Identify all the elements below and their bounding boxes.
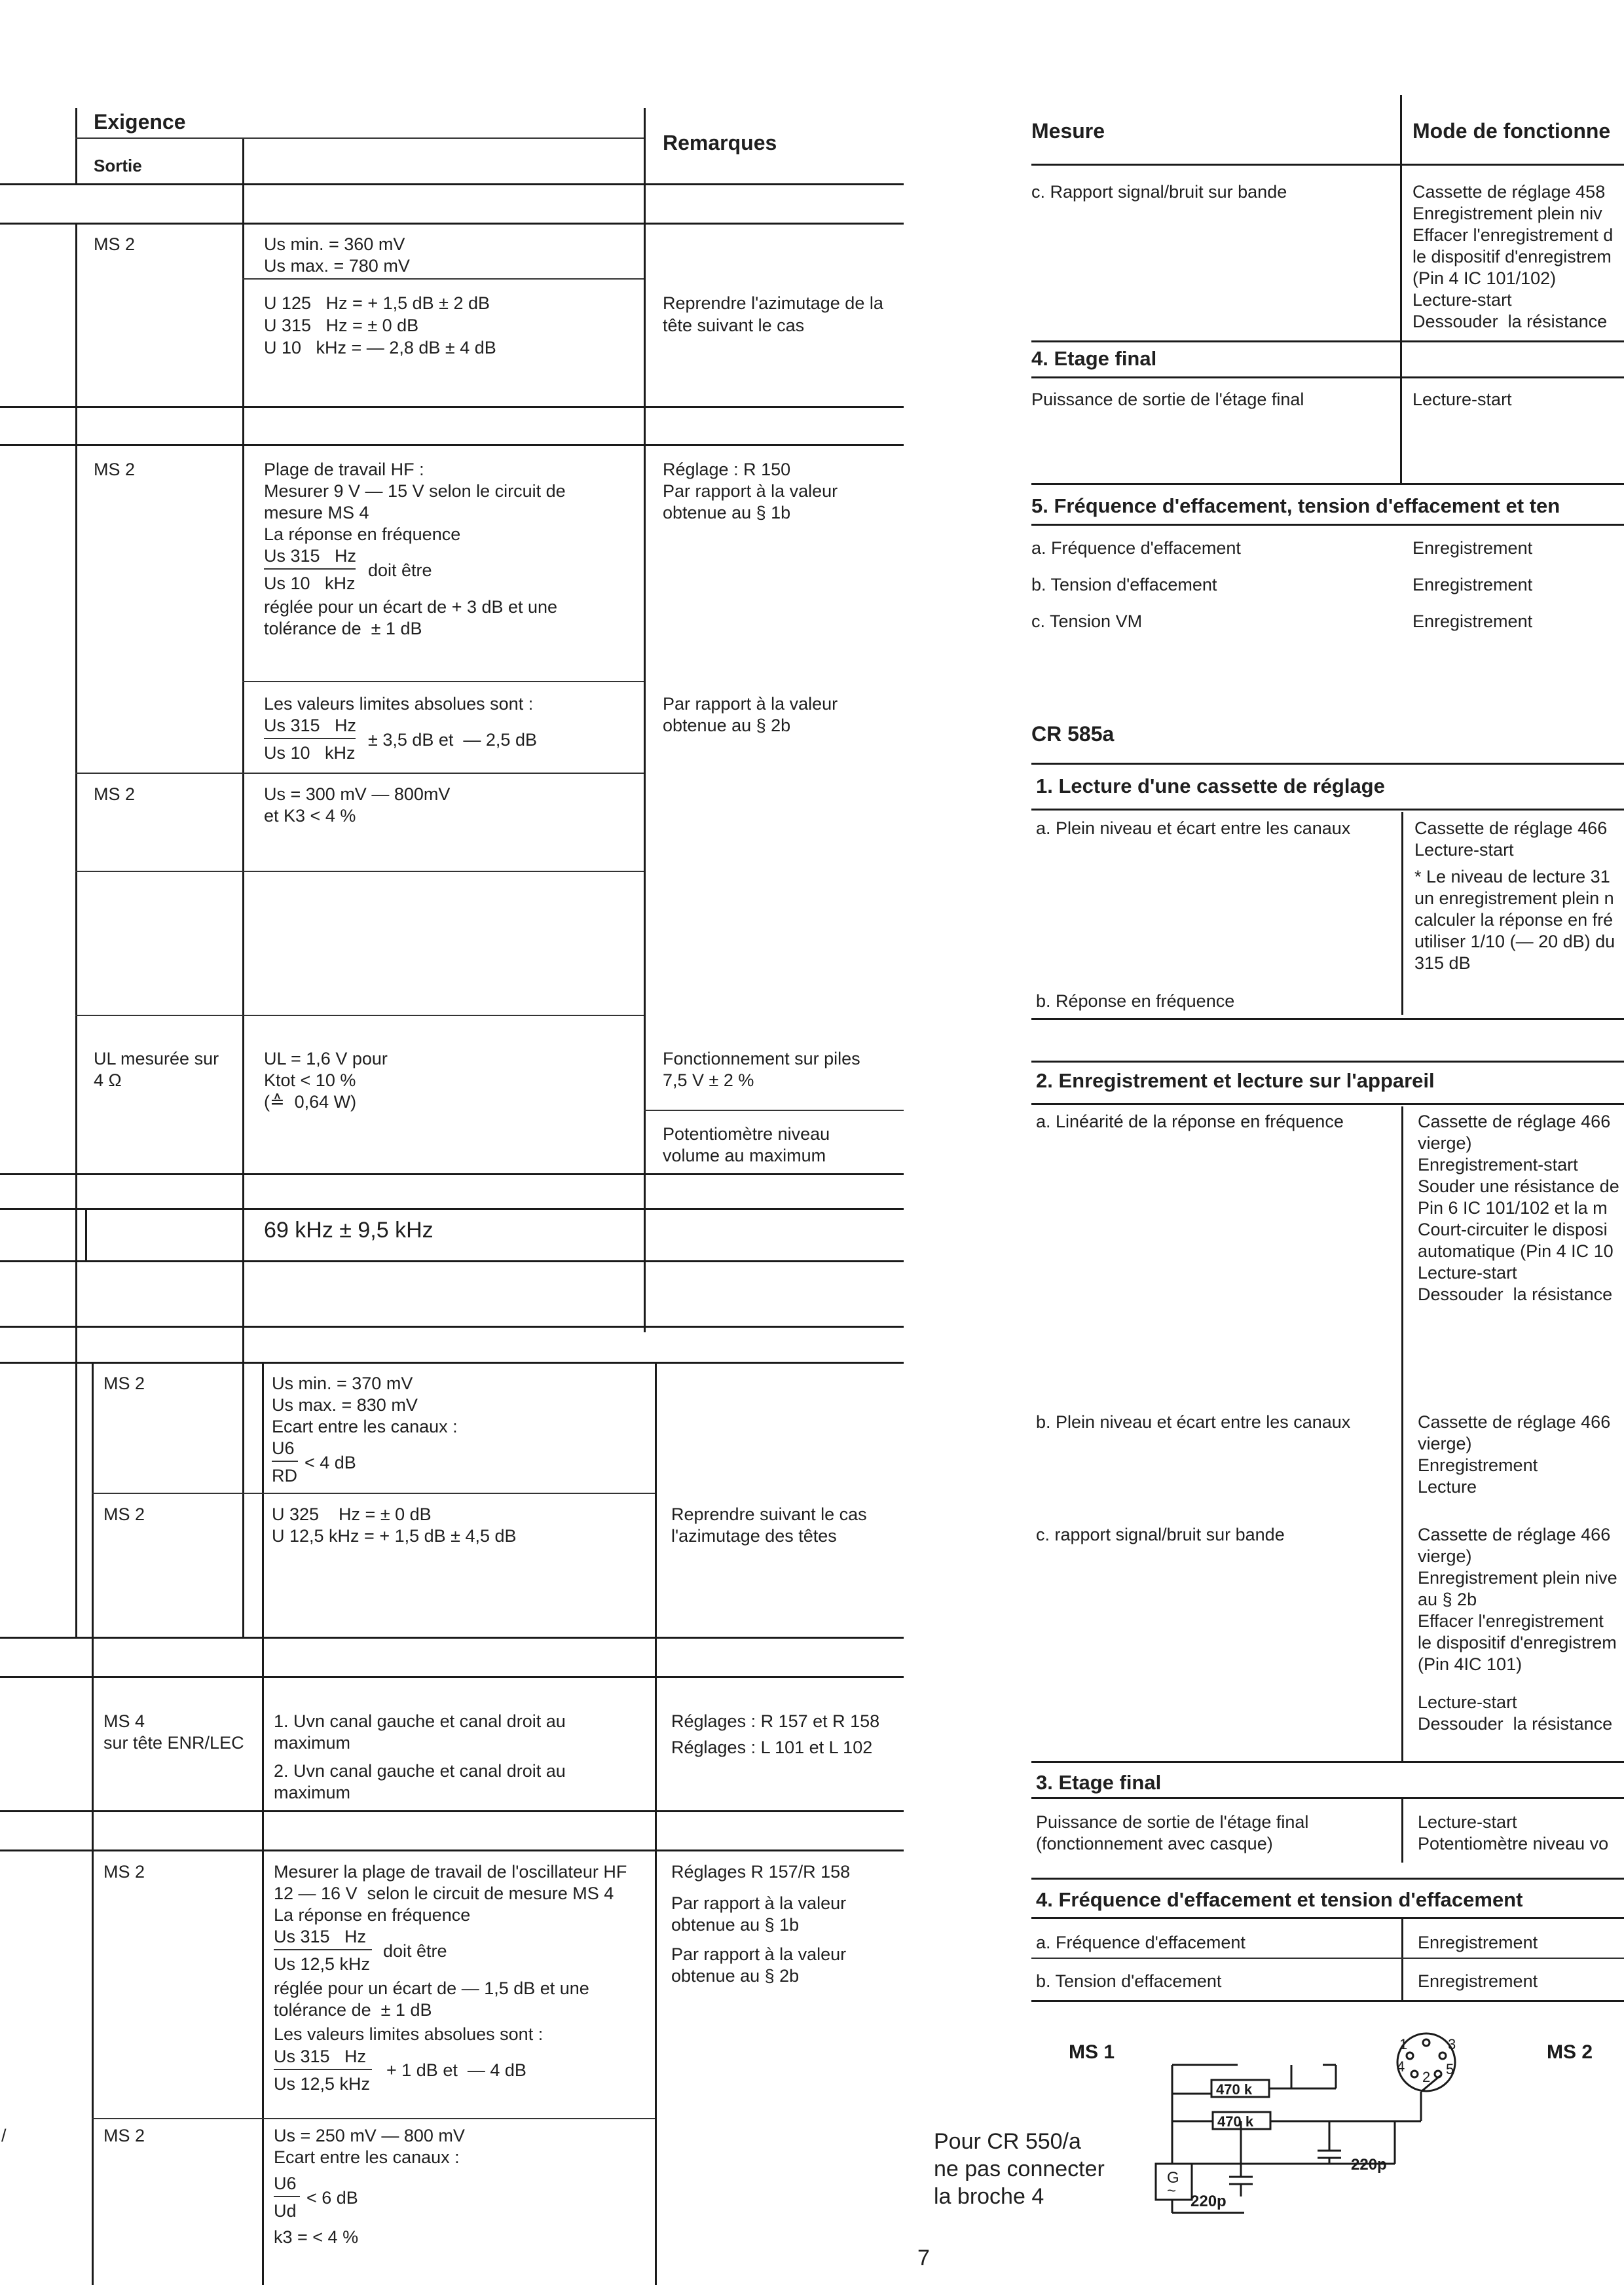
table-rule <box>1031 1797 1624 1799</box>
table-divider <box>75 108 77 183</box>
generator-tilde: ~ <box>1167 2182 1177 2200</box>
table-rule <box>0 1326 904 1328</box>
measure-label: c. rapport signal/bruit sur bande <box>1036 1525 1285 1544</box>
mode-line: Enregistrement <box>1412 538 1533 558</box>
section-title: 5. Fréquence d'effacement, tension d'effacement et ten <box>1031 494 1560 517</box>
table-rule <box>1031 1103 1624 1105</box>
remark-line: obtenue au § 1b <box>663 503 791 522</box>
fraction-top: U6 <box>272 1438 295 1458</box>
requirement-line: U 10 kHz = — 2,8 dB ± 4 dB <box>264 338 496 357</box>
requirement-line: maximum <box>274 1733 351 1753</box>
measure-label: c. Rapport signal/bruit sur bande <box>1031 182 1287 202</box>
section-title: 3. Etage final <box>1036 1771 1162 1794</box>
table-rule <box>75 1015 644 1016</box>
requirement-line: réglée pour un écart de — 1,5 dB et une <box>274 1978 589 1998</box>
mode-line: Enregistrement <box>1412 575 1533 594</box>
measure-label: a. Plein niveau et écart entre les canaux <box>1036 818 1351 838</box>
mode-line: (Pin 4IC 101) <box>1418 1654 1522 1674</box>
measure-label: Puissance de sortie de l'étage final <box>1036 1812 1309 1832</box>
requirement-line: et K3 < 4 % <box>264 806 356 826</box>
requirement-line: Us min. = 360 mV <box>264 234 405 254</box>
measure-label: (fonctionnement avec casque) <box>1036 1834 1273 1853</box>
sortie-cell: MS 2 <box>94 234 136 254</box>
fraction-bar <box>274 2196 300 2197</box>
mode-line: Enregistrement <box>1418 1933 1538 1952</box>
mode-line: Lecture-start <box>1418 1812 1517 1832</box>
section-title: 4. Etage final <box>1031 347 1157 370</box>
sortie-cell: MS 4 <box>103 1711 145 1731</box>
requirement-line: Mesurer la plage de travail de l'oscillateur HF <box>274 1862 627 1882</box>
requirement-line: La réponse en fréquence <box>274 1905 471 1925</box>
requirement-line: Ecart entre les canaux : <box>274 2147 460 2167</box>
table-rule <box>0 1173 904 1175</box>
measure-label: b. Tension d'effacement <box>1031 575 1217 594</box>
table-rule <box>1031 809 1624 811</box>
remark-line: Réglages : R 157 et R 158 <box>671 1711 880 1731</box>
section-title: 4. Fréquence d'effacement et tension d'effacement <box>1036 1888 1523 1911</box>
mode-line: Potentiomètre niveau vo <box>1418 1834 1609 1853</box>
measure-label: b. Réponse en fréquence <box>1036 991 1235 1011</box>
table-rule <box>1031 1761 1624 1763</box>
table-rule <box>1031 524 1624 526</box>
resistor-label: 470 k <box>1216 2081 1253 2098</box>
table-rule <box>75 773 644 774</box>
table-rule <box>0 406 904 408</box>
requirement-line: U 125 Hz = + 1,5 dB ± 2 dB <box>264 293 490 313</box>
mode-line: un enregistrement plein n <box>1414 888 1614 908</box>
requirement-line: 1. Uvn canal gauche et canal droit au <box>274 1711 566 1731</box>
column-header-mesure: Mesure <box>1031 119 1105 143</box>
mode-line: Enregistrement <box>1418 1455 1538 1475</box>
requirement-line: tolérance de ± 1 dB <box>264 619 422 638</box>
table-rule <box>75 137 644 139</box>
column-header-remarques: Remarques <box>663 131 777 155</box>
mode-line: Lecture-start <box>1412 390 1512 409</box>
table-divider <box>1401 1918 1403 2000</box>
mode-line: vierge) <box>1418 1133 1472 1153</box>
mode-line: Cassette de réglage 466 <box>1418 1112 1611 1131</box>
table-rule <box>0 1637 904 1639</box>
requirement-line: Les valeurs limites absolues sont : <box>274 2024 544 2044</box>
sortie-cell: MS 2 <box>94 460 136 479</box>
requirement-line: Us = 250 mV — 800 mV <box>274 2126 465 2145</box>
measure-label: c. Tension VM <box>1031 611 1143 631</box>
fraction-bottom: RD <box>272 1466 297 1485</box>
margin-mark: / <box>1 2126 7 2145</box>
fraction-rhs: ± 3,5 dB et — 2,5 dB <box>368 730 537 750</box>
remark-line: obtenue au § 2b <box>671 1966 800 1986</box>
fraction-top: Us 315 Hz <box>274 2047 367 2066</box>
mode-line: Cassette de réglage 466 <box>1418 1525 1611 1544</box>
table-divider <box>92 1362 94 2285</box>
mode-line: 315 dB <box>1414 953 1471 973</box>
remark-line: Réglage : R 150 <box>663 460 791 479</box>
remark-line: Par rapport à la valeur <box>663 694 838 714</box>
table-rule <box>0 223 904 225</box>
mode-line: Court-circuiter le disposi <box>1418 1220 1608 1239</box>
sortie-cell: MS 2 <box>103 1504 145 1524</box>
fraction-rhs: + 1 dB et — 4 dB <box>386 2060 526 2080</box>
remark-line: Reprendre suivant le cas <box>671 1504 867 1524</box>
table-rule <box>1031 1878 1624 1880</box>
mode-line: Enregistrement plein niv <box>1412 204 1602 223</box>
sortie-cell: MS 2 <box>103 1862 145 1882</box>
fraction-rhs: < 4 dB <box>304 1453 356 1472</box>
requirement-line: 12 — 16 V selon le circuit de mesure MS 4 <box>274 1884 614 1903</box>
remark-line: obtenue au § 2b <box>663 716 791 735</box>
measure-label: a. Fréquence d'effacement <box>1036 1933 1246 1952</box>
capacitor-label: 220p <box>1190 2193 1227 2210</box>
fraction-bottom: Us 12,5 kHz <box>274 1954 371 1974</box>
measure-label: b. Plein niveau et écart entre les canaux <box>1036 1412 1351 1432</box>
mode-line: Enregistrement-start <box>1418 1155 1578 1175</box>
requirement-line: U 315 Hz = ± 0 dB <box>264 316 419 335</box>
table-rule <box>0 1260 904 1262</box>
mode-line: Dessouder la résistance <box>1412 312 1608 331</box>
requirement-line: U 12,5 kHz = + 1,5 dB ± 4,5 dB <box>272 1526 517 1546</box>
table-rule <box>0 183 904 185</box>
table-divider <box>1401 1106 1403 1761</box>
table-rule <box>1031 483 1624 485</box>
remark-line: Réglages : L 101 et L 102 <box>671 1738 873 1757</box>
table-rule <box>1031 763 1624 765</box>
requirement-line: U 325 Hz = ± 0 dB <box>272 1504 432 1524</box>
remark-line: Par rapport à la valeur <box>671 1893 847 1913</box>
connection-note: Pour CR 550/a <box>934 2129 1081 2154</box>
table-rule <box>0 1362 904 1364</box>
mode-line: Enregistrement <box>1418 1971 1538 1991</box>
remark-line: 7,5 V ± 2 % <box>663 1070 754 1090</box>
sortie-cell: sur tête ENR/LEC <box>103 1733 244 1753</box>
table-rule <box>242 681 644 682</box>
ms2-label: MS 2 <box>1547 2041 1593 2063</box>
table-rule <box>75 871 644 872</box>
table-divider <box>85 1208 87 1260</box>
requirement-line: UL = 1,6 V pour <box>264 1049 388 1068</box>
fraction-top: Us 315 Hz <box>274 1927 367 1946</box>
section-title: 1. Lecture d'une cassette de réglage <box>1036 774 1385 797</box>
fraction-top: Us 315 Hz <box>264 546 357 566</box>
connection-note: la broche 4 <box>934 2184 1044 2209</box>
table-rule <box>1031 1958 1624 1959</box>
remark-line: l'azimutage des têtes <box>671 1526 837 1546</box>
mode-line: Dessouder la résistance <box>1418 1714 1613 1734</box>
mode-line: Effacer l'enregistrement d <box>1412 225 1614 245</box>
column-header-sortie: Sortie <box>94 156 142 175</box>
connection-note: ne pas connecter <box>934 2157 1105 2181</box>
sortie-cell: MS 2 <box>103 1374 145 1393</box>
frequency-value: 69 kHz ± 9,5 kHz <box>264 1218 434 1243</box>
requirement-line: Us = 300 mV — 800mV <box>264 784 451 804</box>
table-divider <box>655 1362 657 2285</box>
fraction-bottom: Ud <box>274 2201 297 2221</box>
remark-line: Fonctionnement sur piles <box>663 1049 860 1068</box>
table-divider <box>1400 95 1402 484</box>
table-rule <box>0 444 904 446</box>
mode-line: Pin 6 IC 101/102 et la m <box>1418 1198 1608 1218</box>
mode-line: * Le niveau de lecture 31 <box>1414 867 1610 886</box>
column-header-mode: Mode de fonctionne <box>1412 119 1611 143</box>
mode-line: Effacer l'enregistrement <box>1418 1611 1604 1631</box>
ms1-label: MS 1 <box>1069 2041 1115 2063</box>
requirement-line: Us max. = 830 mV <box>272 1395 418 1415</box>
fraction-bar <box>274 2069 372 2070</box>
measure-label: a. Linéarité de la réponse en fréquence <box>1036 1112 1344 1131</box>
requirement-line: Les valeurs limites absolues sont : <box>264 694 534 714</box>
sortie-cell: 4 Ω <box>94 1070 122 1090</box>
remark-line: Réglages R 157/R 158 <box>671 1862 851 1882</box>
remark-line: Potentiomètre niveau <box>663 1124 830 1144</box>
pin-label: 2 <box>1422 2069 1431 2085</box>
mode-line: automatique (Pin 4 IC 10 <box>1418 1241 1614 1261</box>
requirement-line: mesure MS 4 <box>264 503 369 522</box>
mode-line: Lecture-start <box>1418 1692 1517 1712</box>
fraction-bottom: Us 12,5 kHz <box>274 2074 371 2094</box>
fraction-top: U6 <box>274 2174 297 2193</box>
resistor-label: 470 k <box>1217 2113 1254 2130</box>
requirement-line: Us max. = 780 mV <box>264 256 410 276</box>
model-title: CR 585a <box>1031 722 1115 746</box>
table-divider <box>1401 1797 1403 1863</box>
mode-line: le dispositif d'enregistrem <box>1418 1633 1617 1652</box>
mode-line: utiliser 1/10 (— 20 dB) du <box>1414 932 1615 951</box>
mode-line: Lecture-start <box>1412 290 1512 310</box>
mode-line: Souder une résistance de <box>1418 1176 1619 1196</box>
measure-label: b. Tension d'effacement <box>1036 1971 1222 1991</box>
mode-line: Lecture <box>1418 1477 1477 1497</box>
table-rule <box>0 1208 904 1210</box>
sortie-cell: UL mesurée sur <box>94 1049 219 1068</box>
table-rule <box>0 1810 904 1812</box>
pin-label: 3 <box>1448 2036 1456 2052</box>
fraction-bar <box>264 738 356 739</box>
sortie-cell: MS 2 <box>94 784 136 804</box>
requirement-line: Us min. = 370 mV <box>272 1374 413 1393</box>
measurement-circuit-diagram <box>1048 2016 1624 2226</box>
pin-label: 5 <box>1446 2061 1454 2077</box>
requirement-line: Mesurer 9 V — 15 V selon le circuit de <box>264 481 566 501</box>
remark-line: Par rapport à la valeur <box>663 481 838 501</box>
table-rule <box>92 2118 655 2119</box>
generator-label: G <box>1167 2169 1179 2187</box>
mode-line: au § 2b <box>1418 1590 1477 1609</box>
mode-line: Cassette de réglage 466 <box>1414 818 1608 838</box>
remark-line: obtenue au § 1b <box>671 1915 800 1935</box>
fraction-bar <box>264 568 356 570</box>
table-rule <box>1031 1061 1624 1063</box>
pin-label: 1 <box>1399 2036 1408 2052</box>
requirement-line: réglée pour un écart de + 3 dB et une <box>264 597 558 617</box>
table-rule <box>644 1110 904 1111</box>
mode-line: Enregistrement plein nive <box>1418 1568 1617 1588</box>
table-rule <box>1031 376 1624 378</box>
table-rule <box>1031 1018 1624 1020</box>
table-rule <box>1031 1917 1624 1919</box>
remark-line: volume au maximum <box>663 1146 826 1165</box>
mode-line: Dessouder la résistance <box>1418 1285 1613 1304</box>
fraction-rhs: doit être <box>383 1941 447 1961</box>
mode-line: Cassette de réglage 466 <box>1418 1412 1611 1432</box>
requirement-line: k3 = < 4 % <box>274 2227 359 2247</box>
measure-label: Puissance de sortie de l'étage final <box>1031 390 1304 409</box>
requirement-line: tolérance de ± 1 dB <box>274 2000 432 2020</box>
mode-line: vierge) <box>1418 1546 1472 1566</box>
requirement-line: (≙ 0,64 W) <box>264 1092 357 1112</box>
fraction-rhs: < 6 dB <box>306 2188 358 2208</box>
requirement-line: La réponse en fréquence <box>264 524 461 544</box>
requirement-line: 2. Uvn canal gauche et canal droit au <box>274 1761 566 1781</box>
column-header-exigence: Exigence <box>94 110 186 134</box>
requirement-line: maximum <box>274 1783 351 1802</box>
table-rule <box>92 1493 655 1494</box>
table-divider <box>1401 812 1403 1015</box>
requirement-line: Ktot < 10 % <box>264 1070 356 1090</box>
table-divider <box>242 137 244 1637</box>
mode-line: vierge) <box>1418 1434 1472 1453</box>
pin-label: 4 <box>1397 2058 1405 2075</box>
table-rule <box>1031 2000 1624 2002</box>
mode-line: Lecture-start <box>1418 1263 1517 1283</box>
capacitor-label: 220p <box>1351 2156 1387 2174</box>
mode-line: Cassette de réglage 458 <box>1412 182 1606 202</box>
fraction-rhs: doit être <box>368 560 432 580</box>
requirement-line: Plage de travail HF : <box>264 460 424 479</box>
remark-line: Reprendre l'azimutage de la <box>663 293 883 313</box>
table-rule <box>1031 164 1624 166</box>
table-divider <box>644 108 646 1332</box>
fraction-bar <box>274 1949 372 1950</box>
fraction-bar <box>272 1461 298 1462</box>
section-title: 2. Enregistrement et lecture sur l'appareil <box>1036 1069 1435 1092</box>
table-rule <box>0 1850 904 1851</box>
mode-line: Lecture-start <box>1414 840 1514 860</box>
sortie-cell: MS 2 <box>103 2126 145 2145</box>
mode-line: le dispositif d'enregistrem <box>1412 247 1612 266</box>
measure-label: a. Fréquence d'effacement <box>1031 538 1241 558</box>
table-divider <box>75 223 77 1637</box>
mode-line: Enregistrement <box>1412 611 1533 631</box>
fraction-bottom: Us 10 kHz <box>264 743 356 763</box>
table-divider <box>262 1362 264 2285</box>
requirement-line: Ecart entre les canaux : <box>272 1417 458 1436</box>
remark-line: tête suivant le cas <box>663 316 805 335</box>
fraction-top: Us 315 Hz <box>264 716 357 735</box>
fraction-bottom: Us 10 kHz <box>264 574 356 593</box>
table-rule <box>242 278 644 280</box>
mode-line: (Pin 4 IC 101/102) <box>1412 268 1557 288</box>
table-rule <box>0 1676 904 1678</box>
remark-line: Par rapport à la valeur <box>671 1944 847 1964</box>
mode-line: calculer la réponse en fré <box>1414 910 1614 930</box>
table-rule <box>1031 340 1624 342</box>
page-number: 7 <box>917 2246 930 2270</box>
